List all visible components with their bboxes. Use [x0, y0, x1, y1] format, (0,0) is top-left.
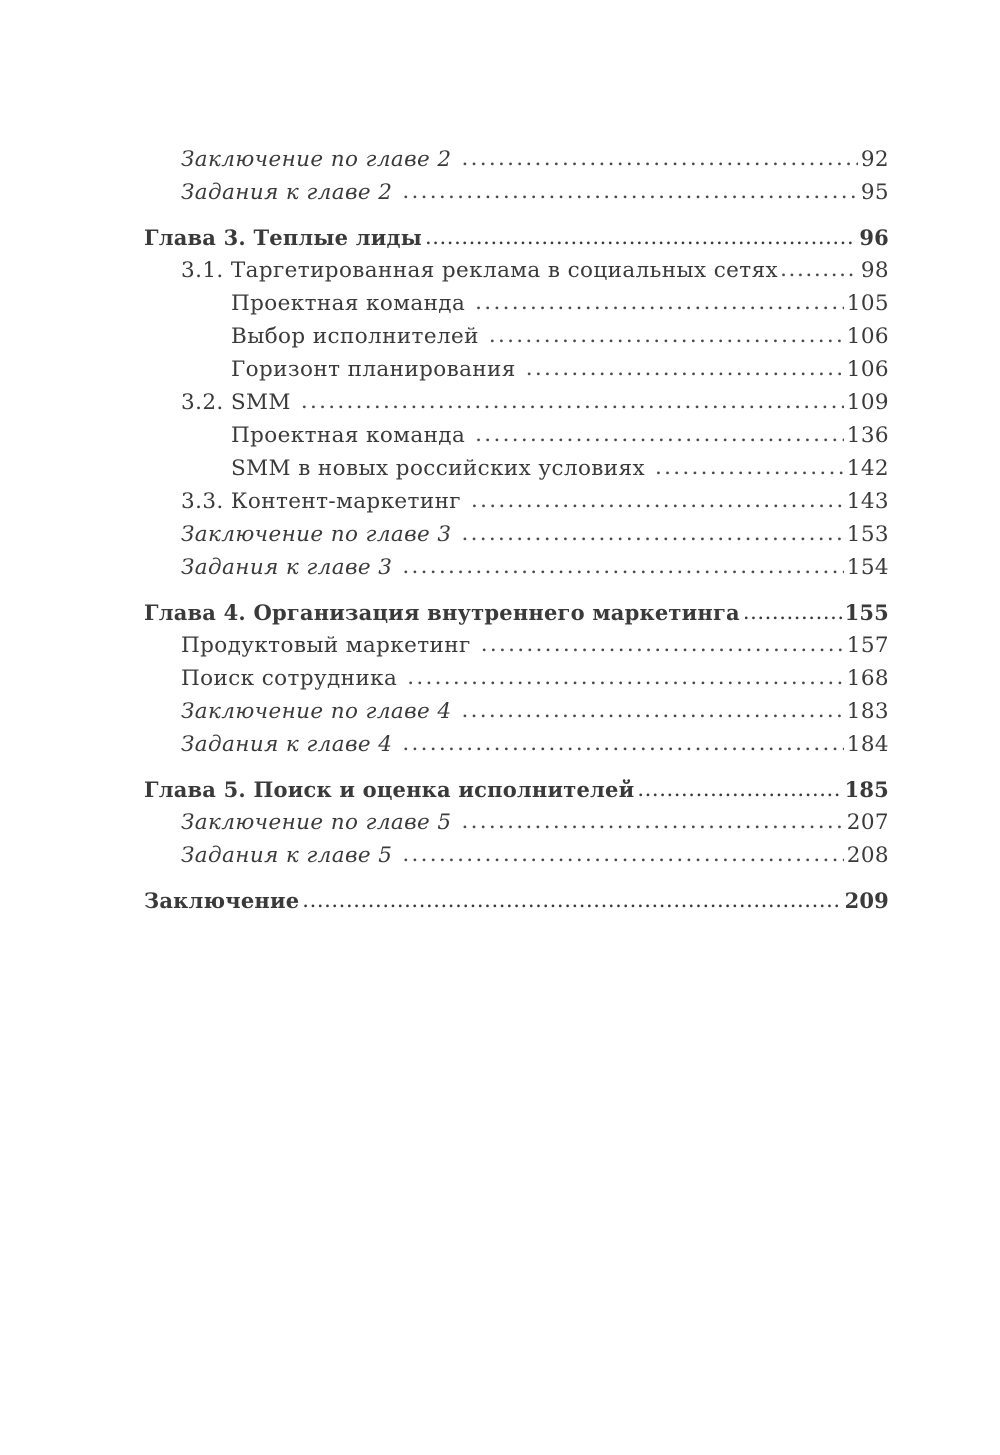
toc-chapter-page: 155: [844, 600, 889, 625]
toc-section-3-3: [144, 485, 889, 518]
toc-conclusion: [144, 884, 889, 917]
toc-chapter-title: Глава 5. Поиск и оценка исполнителей: [144, 777, 635, 802]
toc-chapter-5: [144, 773, 889, 806]
toc-chapter-title: Заключение: [144, 888, 300, 913]
toc-entry-page: 154: [846, 555, 889, 580]
dot-leader: [461, 694, 843, 727]
toc-entry-title: Продуктовый маркетинг: [181, 633, 471, 658]
toc-section-3-1: [144, 254, 889, 287]
toc-entry-page: 184: [846, 732, 889, 757]
toc-entry-employee-search: [144, 662, 889, 695]
dot-leader: [489, 319, 844, 352]
toc-subsection-project-team: [144, 419, 889, 452]
toc-entry-page: 98: [860, 258, 889, 283]
toc-entry-conclusion-ch2: [144, 143, 889, 176]
dot-leader: [481, 628, 844, 661]
toc-entry-page: 153: [846, 522, 889, 547]
dot-leader: [402, 550, 843, 583]
toc-entry-title: Задания к главе 5: [181, 843, 393, 868]
dot-leader: [461, 805, 843, 838]
toc-entry-title: Задания к главе 3: [181, 555, 393, 580]
dot-leader: [637, 773, 841, 806]
toc-subsection-contractor-choice: [144, 320, 889, 353]
toc-entry-page: 143: [846, 489, 889, 514]
table-of-contents: [144, 143, 889, 917]
toc-entry-title: 3.2. SMM: [181, 390, 291, 415]
toc-entry-tasks-ch2: [144, 176, 889, 209]
toc-entry-page: 106: [846, 324, 889, 349]
dot-leader: [475, 286, 844, 319]
toc-entry-conclusion-ch5: [144, 806, 889, 839]
toc-entry-title: 3.3. Контент-маркетинг: [181, 489, 461, 514]
toc-entry-conclusion-ch3: [144, 518, 889, 551]
toc-chapter-page: 96: [859, 225, 889, 250]
toc-section-3-2: [144, 386, 889, 419]
toc-entry-tasks-ch5: [144, 839, 889, 872]
toc-entry-page: 136: [846, 423, 889, 448]
toc-chapter-title: Глава 4. Организация внутреннего маркетинга: [144, 600, 740, 625]
toc-subsection-smm-new-conditions: [144, 452, 889, 485]
dot-leader: [780, 253, 858, 286]
toc-entry-title: Выбор исполнителей: [231, 324, 479, 349]
toc-entry-product-marketing: [144, 629, 889, 662]
toc-chapter-page: 209: [844, 888, 889, 913]
toc-entry-title: Задания к главе 2: [181, 180, 393, 205]
toc-entry-title: Заключение по главе 4: [181, 699, 452, 724]
toc-entry-page: 95: [860, 180, 889, 205]
toc-entry-title: SMM в новых российских условиях: [231, 456, 646, 481]
dot-leader: [461, 517, 843, 550]
toc-entry-page: 207: [846, 810, 889, 835]
toc-entry-title: Заключение по главе 2: [181, 147, 452, 172]
dot-leader: [402, 838, 843, 871]
dot-leader: [743, 596, 842, 629]
toc-entry-title: Проектная команда: [231, 291, 466, 316]
toc-entry-tasks-ch4: [144, 728, 889, 761]
toc-entry-page: 109: [846, 390, 889, 415]
dot-leader: [402, 727, 843, 760]
toc-entry-conclusion-ch4: [144, 695, 889, 728]
toc-entry-page: 168: [846, 666, 889, 691]
dot-leader: [475, 418, 844, 451]
toc-chapter-title: Глава 3. Теплые лиды: [144, 225, 422, 250]
toc-entry-tasks-ch3: [144, 551, 889, 584]
toc-entry-page: 142: [846, 456, 889, 481]
toc-entry-title: Проектная команда: [231, 423, 466, 448]
dot-leader: [402, 175, 857, 208]
dot-leader: [407, 661, 844, 694]
toc-chapter-page: 185: [844, 777, 889, 802]
toc-entry-page: 92: [860, 147, 889, 172]
toc-chapter-4: [144, 596, 889, 629]
toc-subsection-project-team: [144, 287, 889, 320]
toc-entry-page: 106: [846, 357, 889, 382]
toc-entry-title: Горизонт планирования: [231, 357, 516, 382]
toc-entry-title: Заключение по главе 5: [181, 810, 452, 835]
toc-chapter-3: [144, 221, 889, 254]
dot-leader: [655, 451, 844, 484]
toc-entry-title: Заключение по главе 3: [181, 522, 452, 547]
dot-leader: [425, 221, 856, 254]
toc-entry-title: 3.1. Таргетированная реклама в социальных сетях: [181, 258, 779, 283]
toc-entry-page: 105: [846, 291, 889, 316]
dot-leader: [302, 884, 841, 917]
toc-entry-page: 183: [846, 699, 889, 724]
dot-leader: [526, 352, 844, 385]
dot-leader: [301, 385, 844, 418]
toc-subsection-planning-horizon: [144, 353, 889, 386]
toc-entry-page: 208: [846, 843, 889, 868]
toc-entry-title: Задания к главе 4: [181, 732, 393, 757]
toc-entry-title: Поиск сотрудника: [181, 666, 398, 691]
dot-leader: [471, 484, 844, 517]
dot-leader: [461, 142, 857, 175]
toc-entry-page: 157: [846, 633, 889, 658]
